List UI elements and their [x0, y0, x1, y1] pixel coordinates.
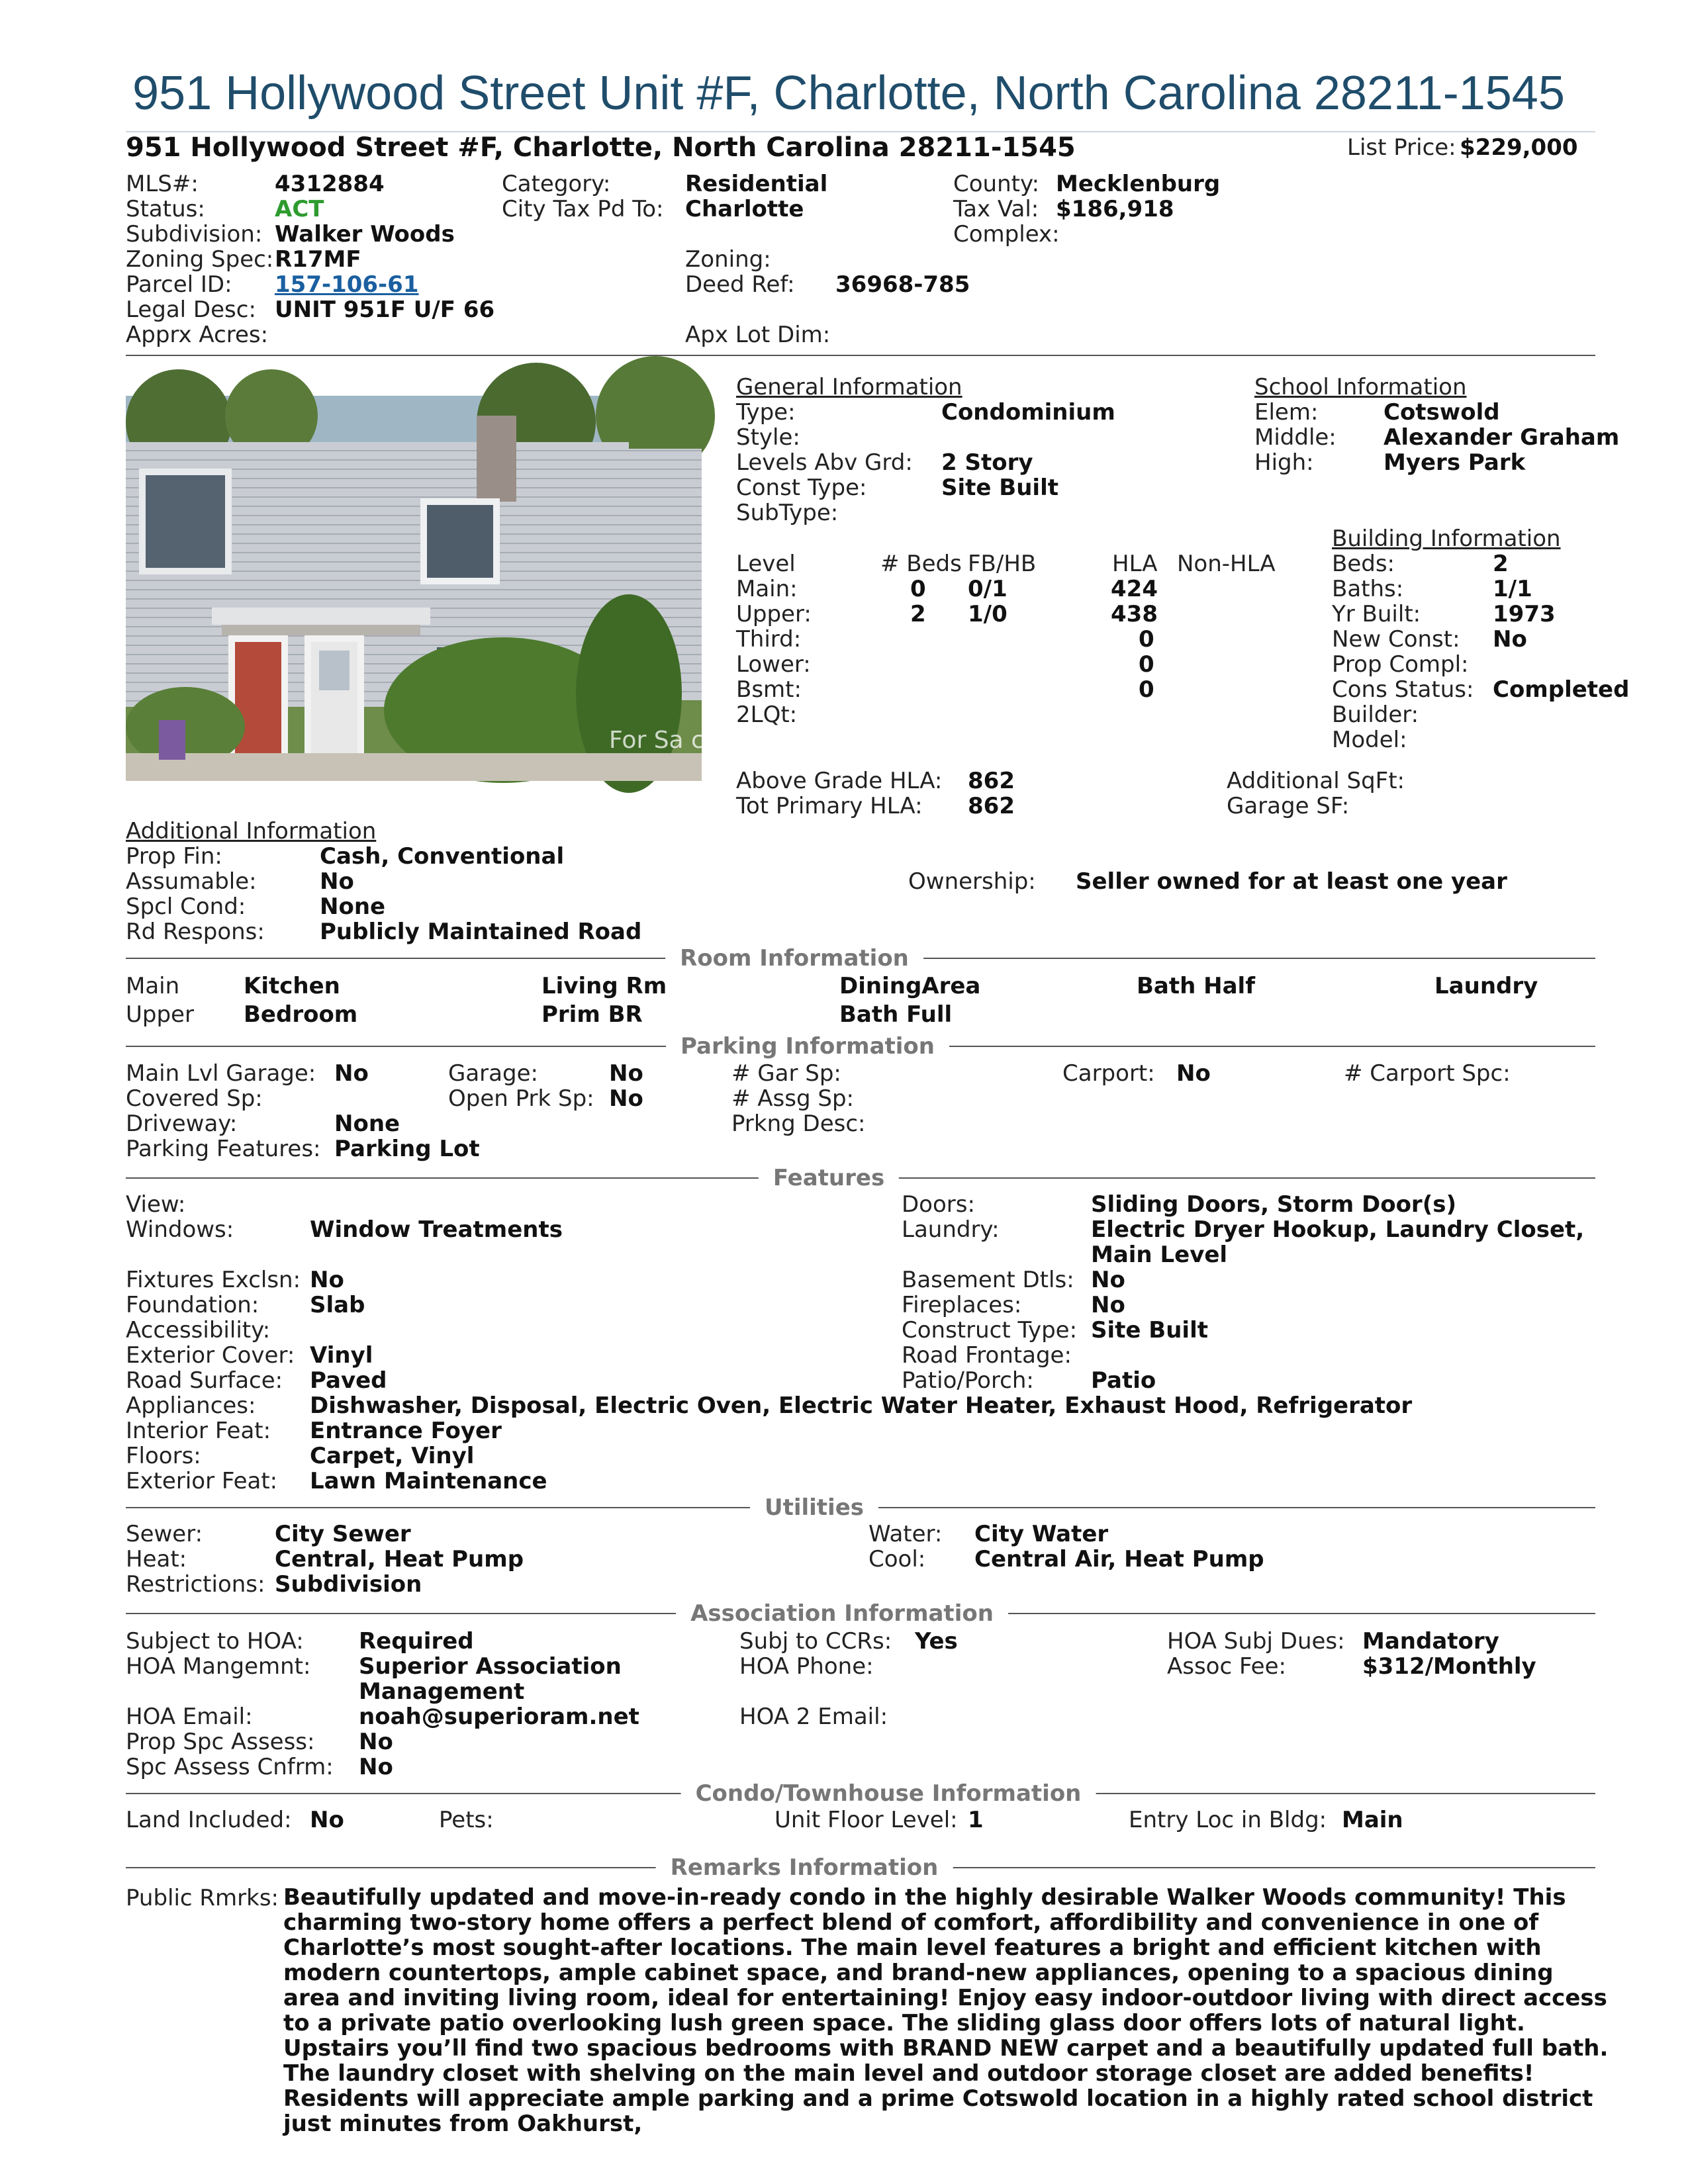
- hoa-label: Subject to HOA:: [126, 1628, 304, 1655]
- laundry-value-line2: Main Level: [1091, 1242, 1228, 1268]
- zoning-spec-label: Zoning Spec:: [126, 246, 274, 273]
- parking-features-value: Parking Lot: [334, 1136, 480, 1162]
- townhouse-image: [126, 396, 702, 781]
- hoa-subj-dues-label: HOA Subj Dues:: [1167, 1628, 1345, 1655]
- unit-floor-value: 1: [968, 1807, 984, 1833]
- parcel-label: Parcel ID:: [126, 271, 232, 298]
- zoning-label: Zoning:: [685, 246, 771, 273]
- room-item: Bedroom: [244, 1001, 358, 1028]
- hoa2-email-label: HOA 2 Email:: [739, 1704, 888, 1730]
- baths-value: 1/1: [1493, 576, 1532, 602]
- utilities-section: [126, 1494, 1595, 1521]
- appliances-label: Appliances:: [126, 1392, 256, 1419]
- cons-status-label: Cons Status:: [1332, 676, 1474, 703]
- room-main-label: Main: [126, 973, 180, 999]
- fixtures-value: No: [310, 1267, 344, 1293]
- room-item: Bath Half: [1137, 973, 1255, 999]
- listing-address: 951 Hollywood Street #F, Charlotte, North Carolina 28211-1545: [126, 132, 1076, 163]
- rd-respons-value: Publicly Maintained Road: [320, 919, 642, 945]
- hoa-subj-dues-value: Mandatory: [1362, 1628, 1499, 1655]
- parcel-id-link[interactable]: 157-106-61: [275, 271, 419, 298]
- heat-label: Heat:: [126, 1546, 187, 1572]
- restrictions-value: Subdivision: [275, 1571, 422, 1598]
- association-section: [126, 1600, 1595, 1627]
- subtype-label: SubType:: [736, 500, 839, 526]
- spc-assess-cnfrm-label: Spc Assess Cnfrm:: [126, 1754, 334, 1780]
- ownership-value: Seller owned for at least one year: [1076, 868, 1507, 895]
- levels-header-level: Level: [736, 551, 796, 577]
- construct-type-label: Construct Type:: [902, 1317, 1078, 1343]
- table-row-hla: 0: [1139, 676, 1154, 703]
- hoa-mgmt-label: HOA Mangemnt:: [126, 1653, 311, 1680]
- building-info-heading: Building Information: [1332, 525, 1561, 552]
- new-const-value: No: [1493, 626, 1527, 653]
- lot-dim-label: Apx Lot Dim:: [685, 322, 831, 348]
- gar-sp-label: # Gar Sp:: [731, 1060, 841, 1087]
- hoa-mgmt-value-line2: Management: [359, 1678, 525, 1705]
- features-heading: Features: [759, 1165, 899, 1191]
- basement-value: No: [1091, 1267, 1125, 1293]
- table-row-hla: 438: [1111, 601, 1158, 627]
- carport-spc-label: # Carport Spc:: [1344, 1060, 1511, 1087]
- baths-label: Baths:: [1332, 576, 1404, 602]
- garage-label: Garage:: [448, 1060, 538, 1087]
- room-info-heading: Room Information: [665, 945, 923, 972]
- doors-label: Doors:: [902, 1191, 975, 1218]
- table-row-fbhb: 0/1: [968, 576, 1008, 602]
- beds-label: Beds:: [1332, 551, 1395, 577]
- land-included-value: No: [310, 1807, 344, 1833]
- main-lvl-garage-label: Main Lvl Garage:: [126, 1060, 316, 1087]
- table-row-level: Lower:: [736, 651, 811, 678]
- levels-header-hla: HLA: [1112, 551, 1158, 577]
- prkng-desc-label: Prkng Desc:: [731, 1111, 866, 1137]
- hoa-email-value: noah@superioram.net: [359, 1704, 639, 1730]
- school-info-heading: School Information: [1254, 374, 1467, 400]
- road-surface-value: Paved: [310, 1367, 387, 1394]
- above-grade-value: 862: [968, 768, 1015, 794]
- table-row-hla: 0: [1139, 626, 1154, 653]
- carport-label: Carport:: [1062, 1060, 1155, 1087]
- room-item: DiningArea: [839, 973, 981, 999]
- hoa-email-label: HOA Email:: [126, 1704, 253, 1730]
- photo-watermark: For Sa canopy: [609, 727, 778, 754]
- room-item: Bath Full: [839, 1001, 953, 1028]
- exterior-cover-value: Vinyl: [310, 1342, 373, 1369]
- cool-value: Central Air, Heat Pump: [974, 1546, 1264, 1572]
- yr-built-value: 1973: [1493, 601, 1556, 627]
- fireplaces-label: Fireplaces:: [902, 1292, 1022, 1318]
- general-info-heading: General Information: [736, 374, 962, 400]
- windows-label: Windows:: [126, 1216, 234, 1243]
- model-label: Model:: [1332, 727, 1407, 753]
- deed-ref-label: Deed Ref:: [685, 271, 795, 298]
- prop-compl-label: Prop Compl:: [1332, 651, 1469, 678]
- middle-value: Alexander Graham: [1383, 424, 1620, 451]
- condo-heading: Condo/Townhouse Information: [681, 1780, 1096, 1807]
- utilities-heading: Utilities: [750, 1494, 878, 1521]
- list-price-value: $229,000: [1460, 134, 1578, 161]
- zoning-spec-value: R17MF: [275, 246, 361, 273]
- acres-label: Apprx Acres:: [126, 322, 269, 348]
- tot-primary-label: Tot Primary HLA:: [736, 793, 923, 819]
- levels-value: 2 Story: [941, 449, 1033, 476]
- heat-value: Central, Heat Pump: [275, 1546, 524, 1572]
- room-item: Prim BR: [541, 1001, 643, 1028]
- main-lvl-garage-value: No: [334, 1060, 369, 1087]
- entry-loc-value: Main: [1342, 1807, 1403, 1833]
- cool-label: Cool:: [868, 1546, 926, 1572]
- sewer-value: City Sewer: [275, 1521, 411, 1547]
- yr-built-label: Yr Built:: [1332, 601, 1421, 627]
- levels-header-nonhla: Non-HLA: [1177, 551, 1276, 577]
- spcl-cond-value: None: [320, 893, 386, 920]
- road-frontage-label: Road Frontage:: [902, 1342, 1072, 1369]
- status-label: Status:: [126, 196, 205, 222]
- parking-features-label: Parking Features:: [126, 1136, 321, 1162]
- mls-label: MLS#:: [126, 171, 199, 197]
- table-row-beds: 2: [910, 601, 926, 627]
- table-row-beds: 0: [910, 576, 926, 602]
- additional-sqft-label: Additional SqFt:: [1227, 768, 1405, 794]
- table-row-fbhb: 1/0: [968, 601, 1008, 627]
- elem-label: Elem:: [1254, 399, 1319, 426]
- windows-value: Window Treatments: [310, 1216, 563, 1243]
- hoa-phone-label: HOA Phone:: [739, 1653, 874, 1680]
- remarks-heading: Remarks Information: [656, 1854, 953, 1881]
- foundation-value: Slab: [310, 1292, 365, 1318]
- open-prk-label: Open Prk Sp:: [448, 1085, 594, 1112]
- new-const-label: New Const:: [1332, 626, 1460, 653]
- prop-spc-assess-value: No: [359, 1729, 393, 1755]
- type-value: Condominium: [941, 399, 1115, 426]
- exterior-feat-label: Exterior Feat:: [126, 1468, 278, 1494]
- table-row-level: Bsmt:: [736, 676, 802, 703]
- tot-primary-value: 862: [968, 793, 1015, 819]
- room-upper-label: Upper: [126, 1001, 194, 1028]
- table-row-level: 2LQt:: [736, 702, 798, 728]
- driveway-value: None: [334, 1111, 400, 1137]
- open-prk-value: No: [609, 1085, 643, 1112]
- association-heading: Association Information: [676, 1600, 1008, 1627]
- table-row-level: Main:: [736, 576, 798, 602]
- levels-label: Levels Abv Grd:: [736, 449, 913, 476]
- const-type-value: Site Built: [941, 475, 1058, 501]
- spcl-cond-label: Spcl Cond:: [126, 893, 246, 920]
- beds-value: 2: [1493, 551, 1509, 577]
- assumable-label: Assumable:: [126, 868, 257, 895]
- unit-floor-label: Unit Floor Level:: [774, 1807, 958, 1833]
- condo-section: [126, 1780, 1595, 1807]
- garage-value: No: [609, 1060, 643, 1087]
- subdivision-value: Walker Woods: [275, 221, 455, 248]
- features-section: [126, 1165, 1595, 1191]
- builder-label: Builder:: [1332, 702, 1419, 728]
- table-row-hla: 424: [1111, 576, 1158, 602]
- patio-value: Patio: [1091, 1367, 1156, 1394]
- ccrs-label: Subj to CCRs:: [739, 1628, 892, 1655]
- sewer-label: Sewer:: [126, 1521, 203, 1547]
- mls-value: 4312884: [275, 171, 385, 197]
- room-item: Kitchen: [244, 973, 340, 999]
- public-remarks-text: Beautifully updated and move-in-ready condo in the highly desirable Walker Woods community! This charming two-story home offers a perfect blend of comfort, affordibility and convenience in one of Charlotte’s most sought-after locations. The main level features a bright and efficient kitchen with modern countertops, ample cabinet space, and brand-new appliances, opening to a spacious dining area and inviting living room, ideal for entertaining! Enjoy easy indoor-outdoor living with direct access to a private patio overlooking lush green space. The sliding glass door offers lots of natural light. Upstairs you’ll find two spacious bedrooms with BRAND NEW carpet and a beautifully updated full bath. The laundry closet with shelving on the main level and outdoor storage closet are added benefits! Residents will appreciate ample parking and a prime Cotswold location in a highly rated school district just minutes from Oakhurst,: [283, 1884, 1609, 2137]
- hoa-value: Required: [359, 1628, 474, 1655]
- rd-respons-label: Rd Respons:: [126, 919, 265, 945]
- table-row-level: Upper:: [736, 601, 812, 627]
- exterior-feat-value: Lawn Maintenance: [310, 1468, 547, 1494]
- road-surface-label: Road Surface:: [126, 1367, 283, 1394]
- county-label: County:: [953, 171, 1040, 197]
- assg-sp-label: # Assg Sp:: [731, 1085, 854, 1112]
- subdivision-label: Subdivision:: [126, 221, 263, 248]
- laundry-value-line1: Electric Dryer Hookup, Laundry Closet,: [1091, 1216, 1585, 1243]
- levels-header-beds: # Beds: [880, 551, 962, 577]
- cons-status-value: Completed: [1493, 676, 1630, 703]
- tax-val-value: $186,918: [1056, 196, 1174, 222]
- cons-status-clip: [1493, 676, 1630, 703]
- middle-label: Middle:: [1254, 424, 1336, 451]
- complex-label: Complex:: [953, 221, 1060, 248]
- pets-label: Pets:: [439, 1807, 494, 1833]
- table-row-hla: 0: [1139, 651, 1154, 678]
- interior-feat-value: Entrance Foyer: [310, 1418, 502, 1444]
- water-value: City Water: [974, 1521, 1109, 1547]
- floors-label: Floors:: [126, 1443, 201, 1469]
- table-row-level: Third:: [736, 626, 802, 653]
- driveway-label: Driveway:: [126, 1111, 238, 1137]
- high-label: High:: [1254, 449, 1314, 476]
- construct-type-value: Site Built: [1091, 1317, 1208, 1343]
- header-divider: [126, 355, 1595, 356]
- accessibility-label: Accessibility:: [126, 1317, 271, 1343]
- county-value: Mecklenburg: [1056, 171, 1221, 197]
- patio-label: Patio/Porch:: [902, 1367, 1034, 1394]
- category-value: Residential: [685, 171, 828, 197]
- laundry-label: Laundry:: [902, 1216, 1000, 1243]
- room-item: Living Rm: [541, 973, 667, 999]
- foundation-label: Foundation:: [126, 1292, 259, 1318]
- exterior-cover-label: Exterior Cover:: [126, 1342, 295, 1369]
- legal-desc-value: UNIT 951F U/F 66: [275, 296, 495, 323]
- page-title: 951 Hollywood Street Unit #F, Charlotte, North Carolina 28211-1545: [132, 67, 1565, 120]
- type-label: Type:: [736, 399, 796, 426]
- fixtures-label: Fixtures Exclsn:: [126, 1267, 301, 1293]
- interior-feat-label: Interior Feat:: [126, 1418, 271, 1444]
- above-grade-label: Above Grade HLA:: [736, 768, 943, 794]
- assoc-fee-label: Assoc Fee:: [1167, 1653, 1286, 1680]
- category-label: Category:: [502, 171, 611, 197]
- water-label: Water:: [868, 1521, 943, 1547]
- public-remarks-label: Public Rmrks:: [126, 1885, 279, 1911]
- city-tax-value: Charlotte: [685, 196, 804, 222]
- doors-value: Sliding Doors, Storm Door(s): [1091, 1191, 1457, 1218]
- restrictions-label: Restrictions:: [126, 1571, 265, 1598]
- parking-info-heading: Parking Information: [666, 1033, 949, 1060]
- tax-val-label: Tax Val:: [953, 196, 1039, 222]
- floors-value: Carpet, Vinyl: [310, 1443, 475, 1469]
- hoa-mgmt-value-line1: Superior Association: [359, 1653, 622, 1680]
- list-price-label: List Price:: [1347, 134, 1456, 161]
- const-type-label: Const Type:: [736, 475, 867, 501]
- entry-loc-label: Entry Loc in Bldg:: [1129, 1807, 1327, 1833]
- remarks-section: [126, 1854, 1595, 1881]
- ccrs-value: Yes: [915, 1628, 958, 1655]
- deed-ref-value: 36968-785: [835, 271, 970, 298]
- room-item: Laundry: [1434, 973, 1538, 999]
- levels-header-fbhb: FB/HB: [968, 551, 1037, 577]
- elem-value: Cotswold: [1383, 399, 1500, 426]
- parking-info-section: [126, 1033, 1595, 1060]
- ownership-label: Ownership:: [908, 868, 1036, 895]
- room-info-section: [126, 945, 1595, 972]
- prop-spc-assess-label: Prop Spc Assess:: [126, 1729, 315, 1755]
- prop-fin-label: Prop Fin:: [126, 843, 222, 870]
- covered-sp-label: Covered Sp:: [126, 1085, 263, 1112]
- high-value: Myers Park: [1383, 449, 1526, 476]
- status-badge: ACT: [275, 196, 324, 222]
- additional-info-heading: Additional Information: [126, 818, 377, 844]
- carport-value: No: [1176, 1060, 1211, 1087]
- fireplaces-value: No: [1091, 1292, 1125, 1318]
- city-tax-label: City Tax Pd To:: [502, 196, 664, 222]
- basement-label: Basement Dtls:: [902, 1267, 1074, 1293]
- garage-sf-label: Garage SF:: [1227, 793, 1350, 819]
- land-included-label: Land Included:: [126, 1807, 292, 1833]
- appliances-value: Dishwasher, Disposal, Electric Oven, Electric Water Heater, Exhaust Hood, Refrigerator: [310, 1392, 1413, 1419]
- style-label: Style:: [736, 424, 800, 451]
- view-label: View:: [126, 1191, 186, 1218]
- assoc-fee-value: $312/Monthly: [1362, 1653, 1536, 1680]
- spc-assess-cnfrm-value: No: [359, 1754, 393, 1780]
- assumable-value: No: [320, 868, 354, 895]
- prop-fin-value: Cash, Conventional: [320, 843, 565, 870]
- legal-desc-label: Legal Desc:: [126, 296, 256, 323]
